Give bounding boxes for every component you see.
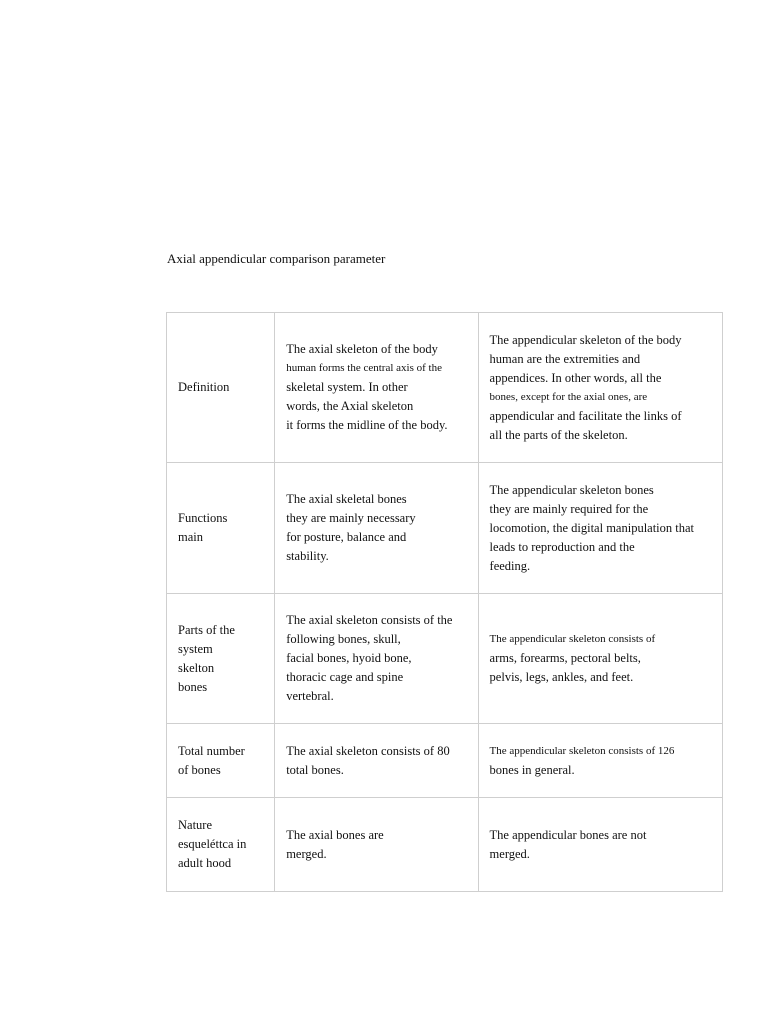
cell-text-line: pelvis, legs, ankles, and feet. [489, 670, 634, 684]
cell-text-line: Parts of the [178, 622, 235, 637]
cell-text-line: bones [178, 679, 208, 694]
cell-text-line: following bones, skull, [286, 632, 401, 646]
cell-text-line: The appendicular skeleton bones [489, 482, 654, 497]
cell-text-line: appendices. In other words, all the [489, 370, 662, 385]
cell-text-line: merged. [286, 846, 327, 861]
appendicular-cell [478, 313, 722, 463]
axial-cell [275, 594, 478, 724]
cell-text-line: they are mainly necessary [286, 511, 416, 525]
cell-text-line: skelton [178, 660, 215, 675]
axial-cell [275, 463, 478, 594]
cell-text-line: The axial skeletal bones [286, 492, 407, 506]
comparison-table [166, 312, 723, 892]
cell-text-line: The axial bones are [286, 827, 384, 842]
cell-text-line: human are the extremities and [489, 351, 641, 366]
axial-cell [275, 798, 478, 892]
cell-text-line: it forms the midline of the body. [286, 418, 448, 432]
cell-text-line: skeletal system. In other [286, 380, 408, 394]
cell-text-line: The axial skeleton consists of 80 [286, 743, 450, 758]
table-row [167, 724, 723, 798]
cell-text-line: all the parts of the skeleton. [489, 427, 628, 442]
cell-text-line: The axial skeleton of the body [286, 342, 438, 356]
appendicular-cell [478, 463, 722, 594]
cell-text-line: words, the Axial skeleton [286, 399, 414, 413]
table-row [167, 798, 723, 892]
cell-text-line: leads to reproduction and the [489, 539, 635, 554]
cell-text-line: The axial skeleton consists of the [286, 613, 453, 627]
cell-text-line: Functions [178, 511, 228, 525]
cell-text-line: The appendicular bones are not [489, 827, 647, 842]
cell-text-line: merged. [489, 846, 530, 861]
cell-text-line: main [178, 530, 203, 544]
appendicular-cell [478, 798, 722, 892]
table-row [167, 463, 723, 594]
cell-text-line: vertebral. [286, 689, 334, 703]
cell-text-line: thoracic cage and spine [286, 670, 404, 684]
parameter-cell [167, 594, 275, 724]
cell-text-line: locomotion, the digital manipulation that [489, 520, 695, 535]
appendicular-cell [478, 724, 722, 798]
parameter-cell [167, 463, 275, 594]
cell-text-line: stability. [286, 549, 329, 563]
page-heading: Axial appendicular comparison parameter [167, 251, 386, 266]
cell-text-line: of bones [178, 762, 221, 777]
cell-text-line: bones, except for the axial ones, are [489, 390, 648, 403]
cell-text-line: arms, forearms, pectoral belts, [489, 651, 641, 665]
cell-text-line: for posture, balance and [286, 530, 407, 544]
cell-text-line: Definition [178, 380, 230, 394]
cell-text-line: bones in general. [489, 762, 575, 777]
table-row [167, 594, 723, 724]
cell-text-line: adult hood [178, 856, 232, 870]
cell-text-line: total bones. [286, 762, 344, 777]
axial-cell [275, 724, 478, 798]
appendicular-cell [478, 594, 722, 724]
cell-text-line: human forms the central axis of the [286, 362, 442, 374]
axial-cell [275, 313, 478, 463]
parameter-cell [167, 313, 275, 463]
comparison-table-body [167, 313, 723, 892]
cell-text-line: facial bones, hyoid bone, [286, 651, 412, 665]
table-row [167, 313, 723, 463]
parameter-cell [167, 724, 275, 798]
cell-text-line: The appendicular skeleton consists of 126 [489, 744, 675, 757]
cell-text-line: feeding. [489, 558, 531, 573]
cell-text-line: system [178, 641, 213, 656]
cell-text-line: The appendicular skeleton consists of [489, 633, 656, 645]
cell-text-line: appendicular and facilitate the links of [489, 408, 682, 423]
cell-text-line: they are mainly required for the [489, 501, 649, 516]
cell-text-line: The appendicular skeleton of the body [489, 332, 682, 347]
parameter-cell [167, 798, 275, 892]
cell-text-line: Nature [178, 818, 213, 832]
cell-text-line: Total number [178, 743, 245, 758]
cell-text-line: esqueléttca in [178, 837, 247, 851]
